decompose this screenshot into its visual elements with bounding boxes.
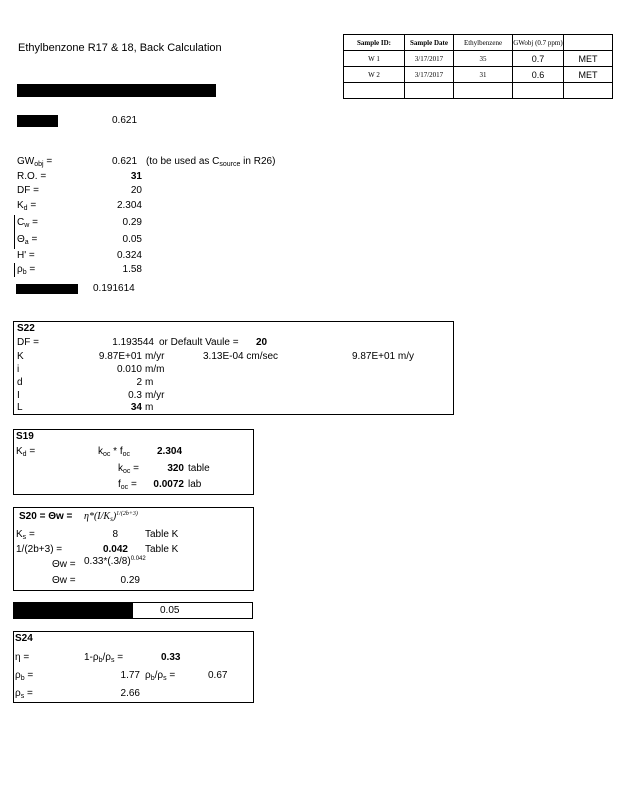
s19-formula: $k_{oc} * f_{oc}$ — [98, 446, 131, 458]
s23-value: 0.05 — [160, 605, 180, 616]
s22-d-label: d — [17, 377, 23, 388]
cell-sample-date: 3/17/2017 — [405, 67, 454, 83]
redaction-bar — [16, 284, 78, 294]
cell-status: MET — [564, 51, 613, 67]
bracket-line — [14, 215, 15, 249]
bracket-line — [14, 263, 15, 277]
cell-gwobj: 0.6 — [513, 67, 564, 83]
s24-ratio-label: $\rho_b/\rho_s$ = — [145, 670, 176, 682]
ca-label: $\Theta_a$ = — [17, 234, 38, 246]
h-label: H' = — [17, 250, 35, 261]
cell-sample-date: 3/17/2017 — [405, 51, 454, 67]
s22-L-label: L — [17, 402, 23, 413]
cell-gwobj: 0.7 — [513, 51, 564, 67]
s22-I-label: I — [17, 390, 20, 401]
s20-title: S20 = Θw = — [19, 511, 73, 522]
s20-ow-formula: $0.33*(.3/8)^{0.042}$ — [84, 556, 146, 567]
page-title: Ethylbenzone R17 & 18, Back Calculation — [18, 42, 222, 54]
s22-d-value: 2 — [136, 377, 142, 388]
s24-title: S24 — [15, 633, 33, 644]
s20-exp-src: Table K — [145, 544, 179, 555]
df-value: 20 — [130, 185, 142, 196]
s22-i-unit: m/m — [145, 364, 165, 375]
redaction-bar — [17, 115, 58, 127]
table-header-row — [344, 35, 613, 51]
s19-title: S19 — [16, 431, 34, 442]
cell-gwobj — [513, 83, 564, 99]
s24-rhob-value: 1.77 — [120, 670, 140, 681]
s22-k-value: 9.87E+01 — [98, 351, 142, 362]
s22-d-unit: m — [145, 377, 154, 388]
col-header-sample-id: Sample ID: — [344, 35, 405, 51]
s24-eta-formula: $1-\rho_b/\rho_s$ = — [84, 652, 124, 664]
cell-status: MET — [564, 67, 613, 83]
s20-ks-src: Table K — [145, 529, 179, 540]
s24-eta-label: η = — [15, 652, 30, 663]
s24-rhos-label: $\rho_s$ = — [15, 688, 33, 700]
s19-foc-label: $f_{oc}$ = — [118, 479, 137, 491]
cell-sample-id: W 2 — [344, 67, 405, 83]
s24-eta-value: 0.33 — [161, 652, 181, 663]
s24-rhos-value: 2.66 — [120, 688, 140, 699]
rho-label: $\rho_b$ = — [17, 264, 36, 276]
s22-I-unit: m/yr — [145, 390, 165, 401]
s22-I-value: 0.3 — [128, 390, 142, 401]
s24-ratio-value: 0.67 — [208, 670, 228, 681]
s24-rhob-label: $\rho_b$ = — [15, 670, 34, 682]
redaction-bar — [13, 602, 133, 619]
table-row — [344, 51, 613, 67]
h-value: 0.324 — [116, 250, 142, 261]
s19-koc-value: 320 — [167, 463, 184, 474]
s22-L-unit: m — [145, 402, 154, 413]
s19-kd-value: 2.304 — [157, 446, 183, 457]
s20-formula: $\eta*(I/K_s)^{1/(2b+3)}$ — [84, 511, 138, 523]
ro-value: 31 — [130, 171, 142, 182]
s22-df-default-value: 20 — [256, 337, 268, 348]
cell-ethylbenzene — [454, 83, 513, 99]
s22-k-label: K — [17, 351, 24, 362]
s22-title: S22 — [17, 323, 35, 334]
cell-ethylbenzene: 31 — [454, 67, 513, 83]
gwobj-label: $GW_{obj}$ = — [17, 156, 53, 168]
s22-L-value: 34 — [130, 402, 142, 413]
kd-label: $K_d$ = — [17, 200, 37, 212]
cw-value: 0.29 — [122, 217, 142, 228]
s22-k-unit: m/yr — [145, 351, 165, 362]
cell-sample-date — [405, 83, 454, 99]
cell-ethylbenzene: 35 — [454, 51, 513, 67]
s22-df-value: 1.193544 — [112, 337, 154, 348]
cell-status — [564, 83, 613, 99]
s20-ks-value: 8 — [112, 529, 118, 540]
cw-label: $C_w$ = — [17, 217, 38, 229]
s22-i-value: 0.010 — [116, 364, 142, 375]
s20-ow-value: 0.29 — [120, 575, 140, 586]
rho-value: 1.58 — [122, 264, 142, 275]
col-header-sample-date: Sample Date — [405, 35, 454, 51]
s22-df-default: or Default Vaule = — [159, 337, 239, 348]
s19-foc-src: lab — [188, 479, 202, 490]
gwobj-note: (to be used as $C_{source}$ in R26) — [146, 156, 276, 168]
s20-exp-value: 0.042 — [102, 544, 128, 555]
df-label: DF = — [17, 185, 39, 196]
result-value: 0.191614 — [93, 283, 135, 294]
gwobj-value: 0.621 — [112, 156, 138, 167]
s22-df-label: DF = — [17, 337, 39, 348]
table-row — [344, 67, 613, 83]
s19-kd-label: $K_d$ = — [16, 446, 36, 458]
top-value: 0.621 — [112, 115, 138, 126]
col-header-gwobj: GWobj (0.7 ppm) — [513, 35, 564, 51]
ca-value: 0.05 — [122, 234, 142, 245]
s22-k-right: 9.87E+01 m/y — [352, 351, 414, 362]
s20-ks-label: $K_s$ = — [16, 529, 35, 541]
s20-ow-label: Θw = — [52, 575, 76, 586]
sample-table — [343, 34, 613, 99]
kd-value: 2.304 — [116, 200, 142, 211]
s20-exp-label: 1/(2b+3) = — [16, 544, 63, 555]
col-header-status — [564, 35, 613, 51]
ro-label: R.O. = — [17, 171, 47, 182]
cell-sample-id — [344, 83, 405, 99]
s22-i-label: i — [17, 364, 20, 375]
s22-k-cms: 3.13E-04 cm/sec — [203, 351, 279, 362]
s19-koc-src: table — [188, 463, 210, 474]
s19-foc-value: 0.0072 — [153, 479, 184, 490]
s20-ow-formula-label: Θw = — [52, 559, 76, 570]
table-row — [344, 83, 613, 99]
col-header-ethylbenzene: Ethylbenzene — [454, 35, 513, 51]
cell-sample-id: W 1 — [344, 51, 405, 67]
redaction-bar — [17, 84, 216, 97]
s19-koc-label: $k_{oc}$ = — [118, 463, 140, 475]
